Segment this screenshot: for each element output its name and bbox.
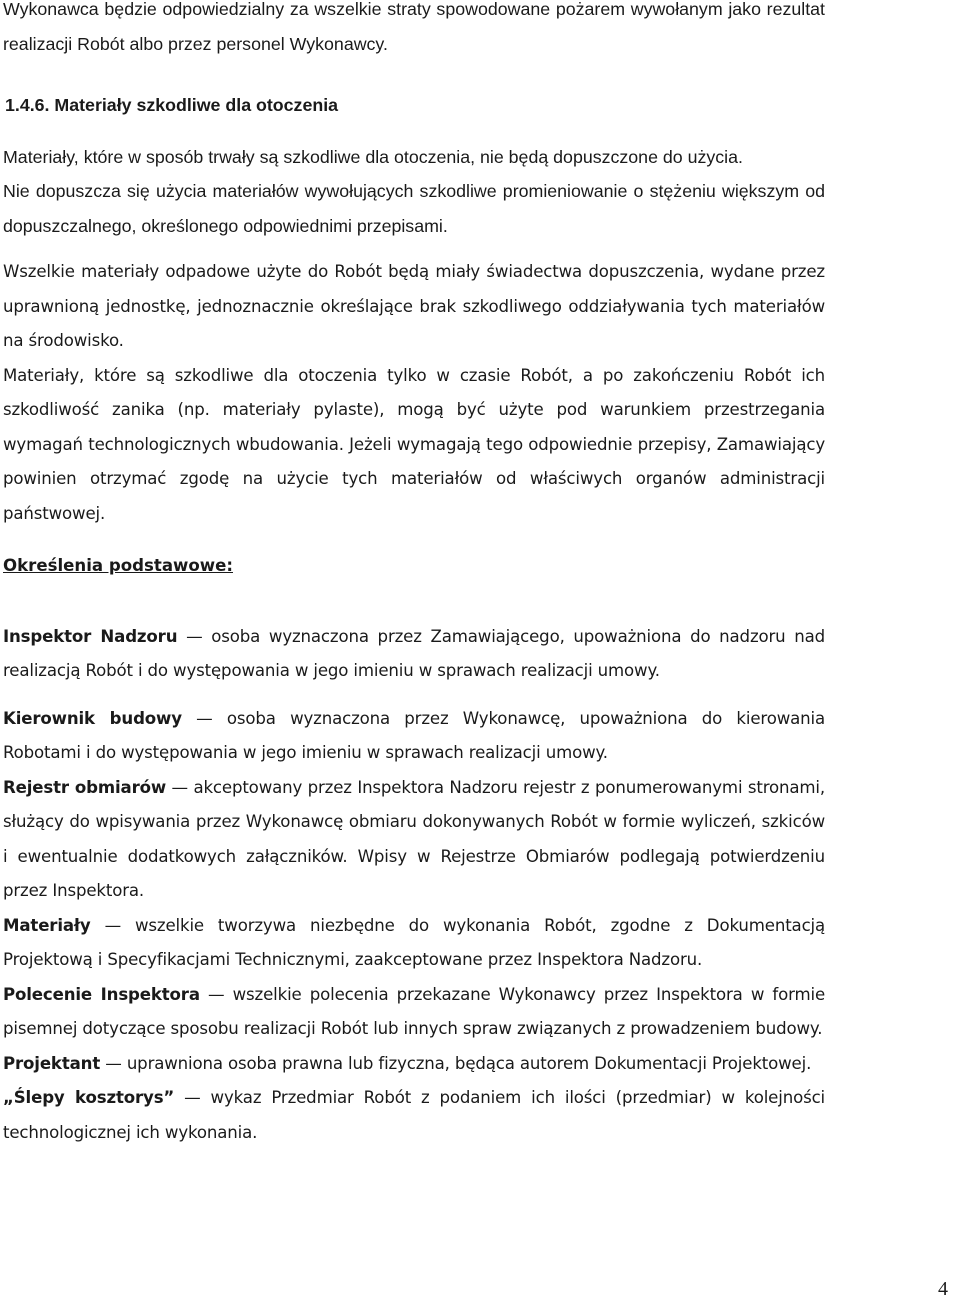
- definition-dash: —: [186, 626, 203, 646]
- paragraph-4: Materiały, które są szkodliwe dla otoczenia tylko w czasie Robót, a po zakończeniu Robót ich szkodliwość zanika (np. materiały pylaste), mogą być użyte pod warunkiem przestrzegania wymagań technologicznych wbudowania. Jeżeli wymagają tego odpowiednie przepisy, Zamawiający powinien otrzymać zgodę na użycie tych materiałów od właściwych organów administracji państwowej.: [3, 365, 825, 523]
- definitions-title: Określenia podstawowe:: [3, 556, 233, 575]
- definition-item: [3, 909, 825, 978]
- paragraph-2: Nie dopuszcza się użycia materiałów wywołujących szkodliwe promieniowanie o stężeniu większym od dopuszczalnego, określonego odpowiednimi przepisami.: [3, 181, 825, 236]
- definition-description: wykaz Przedmiar Robót z podaniem ich ilości (przedmiar) w kolejności technologicznej ich wykonania.: [3, 1088, 826, 1142]
- definition-description: osoba wyznaczona przez Wykonawcę, upoważniona do kierowania Robotami i do występowania w jego imieniu w sprawach realizacji umowy.: [3, 708, 826, 762]
- intro-paragraph: Wykonawca będzie odpowiedzialny za wszelkie straty spowodowane pożarem wywołanym jako rezultat realizacji Robót albo przez personel Wykonawcy.: [3, 0, 825, 54]
- definition-dash: —: [208, 984, 225, 1004]
- definition-dash: —: [184, 1088, 201, 1107]
- definition-dash: —: [105, 1053, 122, 1073]
- definition-item: [3, 978, 825, 1047]
- page-number: 4: [938, 1278, 948, 1300]
- definition-dash: —: [196, 708, 213, 728]
- definition-term: „Ślepy kosztorys”: [3, 1088, 175, 1107]
- definition-term: Inspektor Nadzoru: [3, 626, 178, 646]
- definition-description: osoba wyznaczona przez Zamawiającego, upoważniona do nadzoru nad realizacją Robót i do występowania w jego imieniu w sprawach realizacji umowy.: [3, 626, 826, 680]
- definition-term: Rejestr obmiarów: [3, 777, 167, 797]
- definition-item: [3, 1081, 825, 1150]
- definition-item: [3, 702, 825, 771]
- section-heading: 1.4.6. Materiały szkodliwe dla otoczenia: [5, 95, 339, 115]
- definition-description: akceptowany przez Inspektora Nadzoru rejestr z ponumerowanymi stronami, służący do wpisywania przez Wykonawcę obmiaru dokonywanych Robót w formie wyliczeń, szkiców i ewentualnie dodatkowych załączników. Wpisy w Rejestrze Obmiarów podlegają potwierdzeniu przez Inspektora.: [3, 777, 826, 900]
- definitions-list: [3, 620, 825, 1151]
- document-page: [3, 0, 825, 1150]
- definition-dash: —: [171, 777, 188, 797]
- definition-term: Projektant: [3, 1053, 101, 1073]
- paragraph-1: Materiały, które w sposób trwały są szkodliwe dla otoczenia, nie będą dopuszczone do użycia.: [3, 146, 743, 167]
- definition-term: Materiały: [3, 915, 91, 935]
- definition-dash: —: [104, 915, 122, 935]
- definition-description: uprawniona osoba prawna lub fizyczna, będąca autorem Dokumentacji Projektowej.: [126, 1053, 812, 1073]
- definition-item: [3, 771, 825, 909]
- definition-item: [3, 1047, 825, 1082]
- definition-item: [3, 620, 825, 689]
- definition-term: Polecenie Inspektora: [3, 984, 200, 1004]
- definition-description: wszelkie tworzywa niezbędne do wykonania Robót, zgodne z Dokumentacją Projektową i Specyfikacjami Technicznymi, zaakceptowane przez Inspektora Nadzoru.: [3, 915, 826, 969]
- definition-term: Kierownik budowy: [3, 708, 182, 728]
- definition-description: wszelkie polecenia przekazane Wykonawcy przez Inspektora w formie pisemnej dotyczące sposobu realizacji Robót lub innych spraw związanych z prowadzeniem budowy.: [3, 984, 825, 1038]
- paragraph-3: Wszelkie materiały odpadowe użyte do Robót będą miały świadectwa dopuszczenia, wydane przez uprawnioną jednostkę, jednoznacznie określające brak szkodliwego oddziaływania tych materiałów na środowisko.: [3, 262, 825, 350]
